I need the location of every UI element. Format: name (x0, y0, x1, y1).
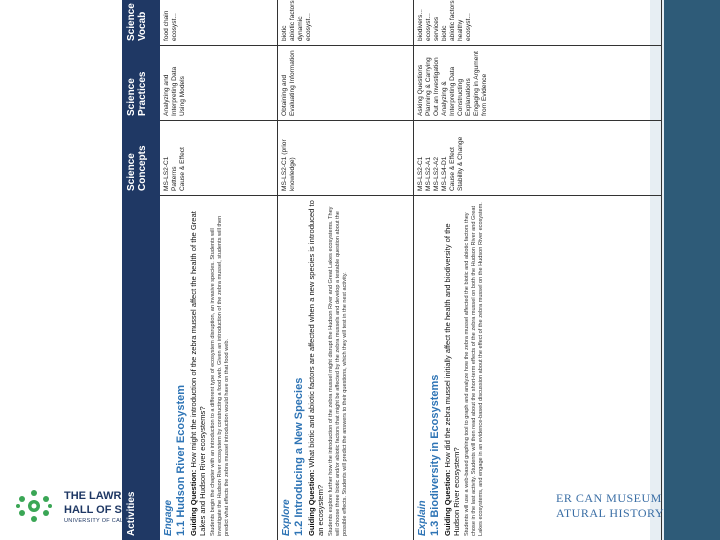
guiding-question-text: What biotic and abiotic factors are affected when a new species is introduced to an ecosystem? (307, 200, 325, 536)
activity-description: Students begin the chapter with an introduction to a different type of ecosystem disruption, an invasive species. Students will investigate the Hudson River ecosystem by constructing a food web. Given an introduction of the zebra mussel, students will then predict what effects the zebra mussel introduction would have on that food web. (210, 215, 230, 536)
practice-item: Analyzing and Interpreting Data (163, 66, 178, 116)
vocab-item: biotic (441, 25, 448, 41)
row-engage-vocab (160, 0, 278, 45)
vocab-item: services (433, 16, 440, 41)
header-activities: Activities (122, 195, 160, 540)
activity-description: Students explore further how the introduction of the zebra mussel might disrupt the Hudson River and Great Lakes ecosystems. They will choose three biotic and/or abiotic factors that might be affected by the zebra mussels and develop a testable question about the possible effects. Students will predict the answers to their questions, which they will test in the next activity. (328, 206, 348, 536)
practice-item: Engaging in Argument from Evidence (473, 51, 488, 116)
vocab-item: ecosyst... (171, 13, 178, 41)
row-explain-vocab (414, 0, 662, 45)
guiding-question-label: Guiding Question: (307, 469, 316, 536)
guiding-question-text: How did the zebra mussel initially affect the health and biodiversity of the Hudson River ecosystem? (443, 223, 461, 536)
concept-item: Cause & Effect (179, 147, 186, 191)
guiding-question (443, 200, 461, 536)
row-explain-concepts (414, 120, 662, 195)
concept-item: Stability & Change (457, 136, 464, 191)
row-explore-activity (278, 195, 414, 540)
rotated-document-frame (122, 0, 665, 540)
lhs-logo-line1: THE LAWR (64, 490, 122, 502)
guiding-question (189, 200, 207, 536)
concept-item: Patterns (171, 166, 178, 191)
header-science-vocab: Science Vocab (122, 0, 160, 45)
vocab-item: ecosyst... (465, 13, 472, 41)
vocab-item: abiotic factors (289, 0, 296, 41)
guiding-question (307, 200, 325, 536)
concept-item: MS-LS2-A1 (425, 156, 432, 191)
phase-label: Engage (163, 499, 174, 536)
row-explore-concepts (278, 120, 414, 195)
practice-item: Constructing Explanations (457, 78, 472, 116)
row-explore-vocab (278, 0, 414, 45)
concept-item: MS-LS2-C1 (163, 156, 170, 191)
rotated-document (122, 0, 665, 540)
concept-item: MS-LS2-A2 (433, 156, 440, 191)
lesson-title: 1.2 Introducing a New Species (293, 377, 305, 536)
practice-item: Using Models (179, 76, 186, 116)
row-engage-activity (160, 195, 278, 540)
header-science-concepts: Science Concepts (122, 120, 160, 195)
practice-item: Obtaining and Evaluating Information (281, 50, 296, 116)
lesson-title: 1.3 Biodiversity in Ecosystems (429, 374, 441, 536)
lhs-logo-line2: HALL OF S (64, 504, 122, 516)
concept-item: Cause & Effect (449, 147, 456, 191)
row-engage-concepts (160, 120, 278, 195)
vocab-item: ecosyst... (305, 13, 312, 41)
activity-description: Students will use a web-based graphing tool to graph and analyze how the zebra mussel affected the biotic and abiotic factors they chose in the last activity. Students will then read about the short-term effects of the zebra mussel on both the Hudson River and Great Lakes ecosystems, and engage in an evidence-based discussion about the effect of the zebra mussel on the Hudson River ecosystem. (464, 202, 484, 536)
row-engage-practices (160, 45, 278, 120)
amnh-logo-line1: ER CAN MUSEUM (556, 491, 662, 505)
right-band (664, 0, 720, 540)
vocab-item: healthy (457, 19, 464, 41)
practice-item: Analyzing & Interpreting Data (441, 66, 456, 116)
guiding-question-label: Guiding Question: (443, 469, 452, 536)
row-explore-practices (278, 45, 414, 120)
concept-item: MS-LS2-C1 (prior knowledge) (281, 139, 296, 191)
lhs-logo-line3: UNIVERSITY OF CALIF (64, 518, 129, 524)
practice-item: Asking Questions (417, 64, 424, 116)
vocab-item: ecosyst... (425, 13, 432, 41)
phase-label: Explain (417, 500, 428, 536)
concept-item: MS-LS4-D1 (441, 156, 448, 191)
practice-item: Planning & Carrying Out an Investigation (425, 57, 440, 116)
concept-item: MS-LS2-C1 (417, 156, 424, 191)
lawrence-hall-logo-icon (14, 488, 54, 524)
vocab-item: biotic (281, 25, 288, 41)
vocab-item: biodivers... (417, 9, 424, 41)
header-science-practices: Science Practices (122, 45, 160, 120)
guiding-question-text: How might the introduction of the zebra mussel affect the health of the Great Lakes and Hudson River ecosystems? (189, 211, 207, 536)
amnh-logo-line2: ATURAL HISTORY (556, 506, 665, 520)
vocab-item: dynamic (297, 16, 304, 41)
guiding-question-label: Guiding Question: (189, 469, 198, 536)
vocab-item: food chain (163, 10, 170, 41)
vocab-item: abiotic factors (449, 0, 456, 41)
lesson-title: 1.1 Hudson River Ecosystem (175, 384, 187, 536)
phase-label: Explore (281, 499, 292, 536)
row-explain-practices (414, 45, 662, 120)
